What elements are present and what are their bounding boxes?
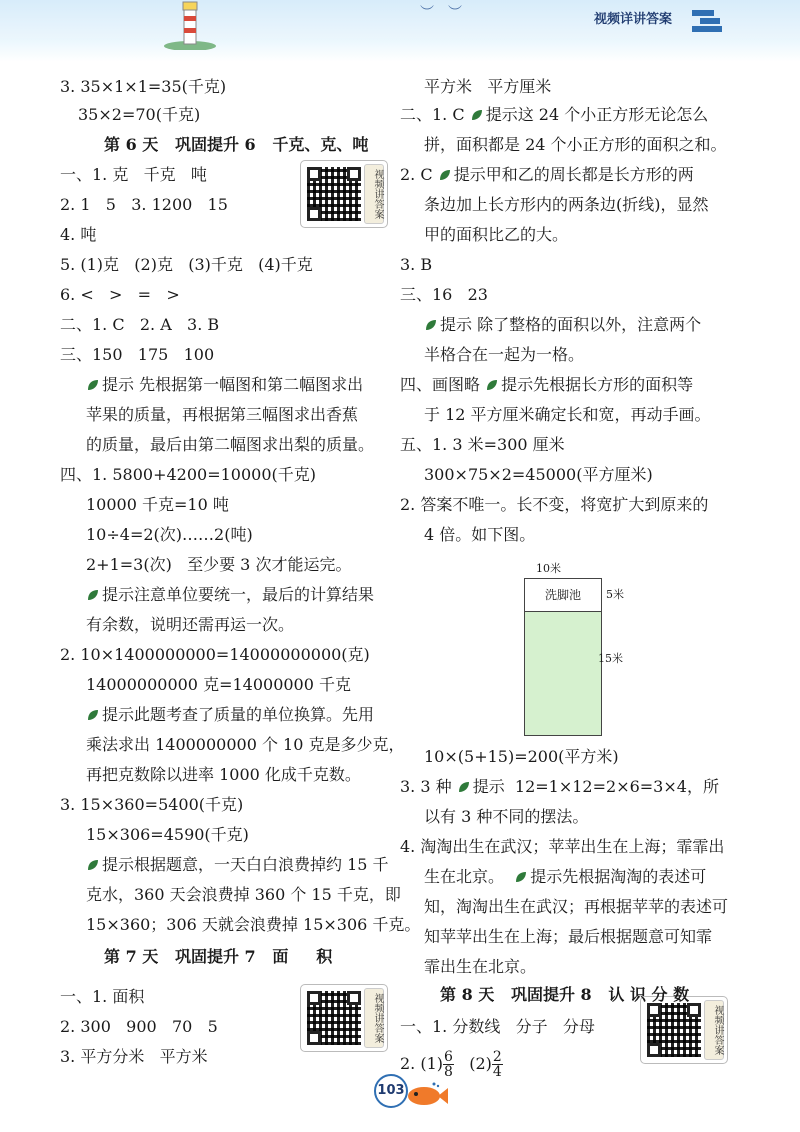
birds-icon: ︶︶	[420, 5, 476, 21]
qr-label: 视频讲答案	[704, 1000, 724, 1060]
hint-leaf-icon	[470, 108, 484, 122]
hint-leaf-icon	[424, 318, 438, 332]
answer-line: 四、画图略 提示先根据长方形的面积等	[400, 375, 694, 394]
hint-line: 15×360；306 天就会浪费掉 15×306 千克。	[86, 915, 421, 934]
answer-line: 2. C 提示甲和乙的周长都是长方形的两	[400, 165, 694, 184]
hint-line: 以有 3 种不同的摆法。	[424, 807, 589, 826]
answer-line: 2. 300 900 70 5	[60, 1017, 218, 1036]
answer-line: 4. 吨	[60, 225, 97, 244]
hint-line: 克水，360 天会浪费掉 360 个 15 千克，即	[86, 885, 401, 904]
hint-line: 有余数，说明还需再运一次。	[86, 615, 295, 634]
hint-line: 霏出生在北京。	[424, 957, 537, 976]
qr-label: 视频讲答案	[364, 164, 384, 224]
qr-finder	[307, 991, 321, 1005]
hint-leaf-icon	[86, 588, 100, 602]
answer-line: 4 倍。如下图。	[424, 525, 536, 544]
qr-code[interactable]	[640, 996, 728, 1064]
hint-leaf-icon	[485, 378, 499, 392]
answer-line: 一、1. 面积	[60, 987, 145, 1006]
qr-finder	[307, 1031, 321, 1045]
hint-leaf-icon	[86, 378, 100, 392]
qr-finder	[307, 167, 321, 181]
answer-line: 2. (1) $\frac{6}{8}$ (2) $\frac{2}{4}$	[400, 1049, 502, 1080]
hint-line: 提示注意单位要统一，最后的计算结果	[86, 584, 374, 606]
hint-line: 甲的面积比乙的大。	[424, 225, 569, 244]
hint-leaf-icon	[457, 780, 471, 794]
fish-icon	[404, 1082, 448, 1108]
answer-line: 2. 1 5 3. 1200 15	[60, 195, 228, 214]
day-6-title: 第 6 天 巩固提升 6 千克、克、吨	[104, 135, 369, 154]
height-label-15: 15米	[598, 652, 623, 665]
hint-line: 的质量，最后由第二幅图求出梨的质量。	[86, 435, 375, 454]
answer-line: 3. 35×1×1=35(千克)	[60, 77, 227, 96]
hint-line: 知，淘淘出生在武汉；再根据苹苹的表述可	[424, 897, 729, 916]
width-label: 10米	[536, 562, 561, 575]
pool-area: 洗脚池	[525, 579, 601, 612]
qr-finder	[647, 1043, 661, 1057]
qr-finder	[347, 167, 361, 181]
answer-line: 一、1. 克 千克 吨	[60, 165, 207, 184]
answer-line: 10÷4=2(次)……2(吨)	[86, 525, 253, 544]
qr-code[interactable]	[300, 160, 388, 228]
hint-line: 于 12 平方厘米确定长和宽，再动手画。	[424, 405, 711, 424]
day-7-title: 第 7 天 巩固提升 7 面 积	[104, 947, 333, 966]
answer-line: 5. (1)克 (2)克 (3)千克 (4)千克	[60, 255, 313, 274]
hint-line: 提示根据题意，一天白白浪费掉约 15 千	[86, 854, 389, 876]
answer-line: 五、1. 3 米=300 厘米	[400, 435, 565, 454]
rectangle-outline	[524, 578, 602, 736]
answer-line: 二、1. C 2. A 3. B	[60, 315, 220, 334]
qr-code[interactable]	[300, 984, 388, 1052]
pool-diagram	[500, 560, 640, 740]
answer-line: 三、150 175 100	[60, 345, 215, 364]
height-label-5: 5米	[606, 588, 624, 601]
answer-line: 3. 3 种 提示 12=1×12=2×6=3×4，所	[400, 777, 719, 796]
answer-line: 3. 15×360=5400(千克)	[60, 795, 244, 814]
answer-line: 4. 淘淘出生在武汉；苹苹出生在上海；霏霏出	[400, 837, 725, 856]
hint-line: 提示此题考查了质量的单位换算。先用	[86, 704, 374, 726]
hint-line: 乘法求出 1400000000 个 10 克是多少克，	[86, 735, 405, 754]
answer-line: 6. < > = >	[60, 285, 180, 304]
brand-logo-icon	[688, 0, 728, 40]
fraction: $\frac{6}{8}$	[444, 1049, 453, 1080]
hint-leaf-icon	[438, 168, 452, 182]
hint-line: 提示 除了整格的面积以外，注意两个	[424, 314, 701, 336]
day-8-title: 第 8 天 巩固提升 8 认 识 分 数	[440, 985, 690, 1004]
hint-line: 条边加上长方形内的两条边(折线)，显然	[424, 195, 709, 214]
answer-line: 2+1=3(次) 至少要 3 次才能运完。	[86, 555, 352, 574]
answer-line: 平方米 平方厘米	[424, 77, 552, 96]
hint-line: 再把克数除以进率 1000 化成千克数。	[86, 765, 361, 784]
hint-line: 拼，面积都是 24 个小正方形的面积之和。	[424, 135, 727, 154]
answer-line: 10×(5+15)=200(平方米)	[424, 747, 619, 766]
hint-line: 苹果的质量，再根据第三幅图求出香蕉	[86, 405, 359, 424]
sea-band	[0, 38, 800, 62]
qr-finder	[347, 991, 361, 1005]
hint-line: 知苹苹出生在上海；最后根据题意可知霏	[424, 927, 713, 946]
answer-line: 一、1. 分数线 分子 分母	[400, 1017, 595, 1036]
qr-label: 视频讲答案	[364, 988, 384, 1048]
hint-line: 提示 先根据第一幅图和第二幅图求出	[86, 374, 363, 396]
answer-line: 14000000000 克=14000000 千克	[86, 675, 351, 694]
hint-leaf-icon	[86, 858, 100, 872]
answer-line: 2. 答案不唯一。长不变，将宽扩大到原来的	[400, 495, 709, 514]
hint-leaf-icon	[86, 708, 100, 722]
hint-line: 半格合在一起为一格。	[424, 345, 585, 364]
extended-area	[525, 612, 601, 735]
answer-line: 生在北京。 提示先根据淘淘的表述可	[424, 867, 707, 886]
answer-line: 四、1. 5800+4200=10000(千克)	[60, 465, 316, 484]
answer-line: 3. 平方分米 平方米	[60, 1047, 208, 1066]
answer-line: 35×2=70(千克)	[78, 105, 201, 124]
fraction: $\frac{2}{4}$	[492, 1049, 502, 1080]
answer-line: 15×306=4590(千克)	[86, 825, 249, 844]
hint-leaf-icon	[514, 870, 528, 884]
answer-line: 3. B	[400, 255, 433, 274]
answer-line: 2. 10×1400000000=14000000000(克)	[60, 645, 370, 664]
qr-finder	[307, 207, 321, 221]
brand-title: 视频详讲答案	[594, 12, 673, 27]
header-banner	[0, 0, 800, 62]
page-number: 103	[374, 1074, 408, 1108]
answer-line: 10000 千克=10 吨	[86, 495, 229, 514]
answer-line: 三、16 23	[400, 285, 488, 304]
answer-line: 300×75×2=45000(平方厘米)	[424, 465, 653, 484]
answer-line: 二、1. C 提示这 24 个小正方形无论怎么	[400, 105, 709, 124]
lighthouse-icon	[160, 0, 220, 50]
